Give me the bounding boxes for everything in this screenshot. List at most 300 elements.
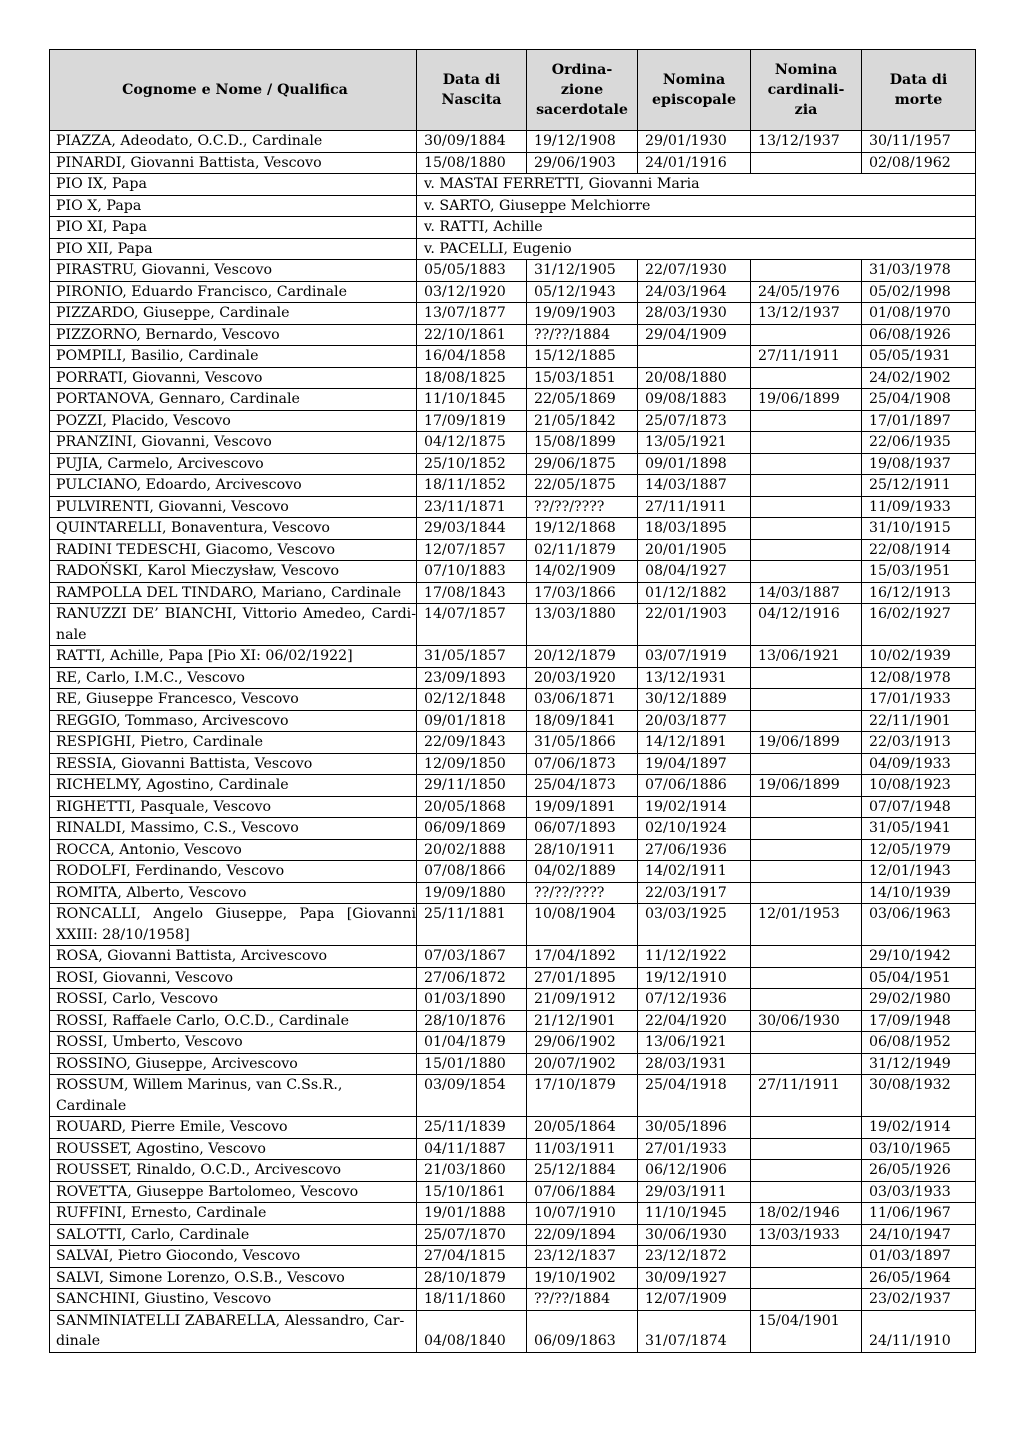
cell-death: 10/08/1923 [862,775,976,797]
cell-name: SALVI, Simone Lorenzo, O.S.B., Vescovo [50,1267,417,1289]
cell-name: PIZZORNO, Bernardo, Vescovo [50,324,417,346]
cell-ordination: 29/06/1902 [527,1032,638,1054]
table-row [50,1203,976,1225]
cell-birth: 15/08/1880 [417,152,527,174]
table-row [50,904,976,946]
cell-episcopal: 28/03/1931 [638,1053,751,1075]
header-cardinal: Nomina cardinali- zia [751,50,862,131]
cell-death: 11/09/1933 [862,496,976,518]
cell-death: 16/12/1913 [862,582,976,604]
table-row [50,303,976,325]
cell-birth: 11/10/1845 [417,389,527,411]
table-row [50,753,976,775]
cell-name: RESPIGHI, Pietro, Cardinale [50,732,417,754]
cell-birth: 27/06/1872 [417,967,527,989]
cell-birth: 17/08/1843 [417,582,527,604]
table-row [50,667,976,689]
cell-birth: 01/04/1879 [417,1032,527,1054]
cell-birth: 20/05/1868 [417,796,527,818]
cell-death: 30/11/1957 [862,131,976,153]
cell-episcopal: 27/06/1936 [638,839,751,861]
cell-episcopal: 22/07/1930 [638,260,751,282]
table-row [50,453,976,475]
cell-cardinal [751,324,862,346]
cell-cardinal [751,946,862,968]
cell-cardinal [751,561,862,583]
cell-name: RE, Carlo, I.M.C., Vescovo [50,667,417,689]
cell-death: 30/08/1932 [862,1075,976,1117]
table-row [50,195,976,217]
cell-birth: 07/10/1883 [417,561,527,583]
cell-ordination: 19/09/1891 [527,796,638,818]
cell-name: ROSA, Giovanni Battista, Arcivescovo [50,946,417,968]
cell-birth: 20/02/1888 [417,839,527,861]
cell-death: 24/02/1902 [862,367,976,389]
header-ordination: Ordina- zione sacerdotale [527,50,638,131]
cell-episcopal: 09/01/1898 [638,453,751,475]
cell-episcopal: 07/12/1936 [638,989,751,1011]
cell-episcopal: 22/01/1903 [638,604,751,646]
cell-ordination: 19/10/1902 [527,1267,638,1289]
cell-death: 04/09/1933 [862,753,976,775]
cell-death: 01/08/1970 [862,303,976,325]
table-row [50,410,976,432]
cell-name [50,1310,417,1352]
table-row [50,389,976,411]
table-row [50,1246,976,1268]
table-row [50,131,976,153]
cell-ordination: 29/06/1903 [527,152,638,174]
table-row [50,561,976,583]
cell-ordination: 25/12/1884 [527,1160,638,1182]
cell-name: PIRASTRU, Giovanni, Vescovo [50,260,417,282]
cell-death: 26/05/1926 [862,1160,976,1182]
cell-birth: 12/09/1850 [417,753,527,775]
cell-ordination: 13/03/1880 [527,604,638,646]
cell-cardinal: 13/06/1921 [751,646,862,668]
cell-episcopal: 01/12/1882 [638,582,751,604]
cell-episcopal: 19/12/1910 [638,967,751,989]
cell-name-line: SANMINIATELLI ZABARELLA, Alessandro, Car- [56,1312,405,1329]
cell-birth: 18/08/1825 [417,367,527,389]
cell-cardinal [751,839,862,861]
cell-birth: 28/10/1879 [417,1267,527,1289]
table-row [50,1310,976,1352]
table-row [50,604,976,646]
cell-cardinal: 12/01/1953 [751,904,862,946]
table-row [50,839,976,861]
cell-cardinal [751,1138,862,1160]
cell-birth: 30/09/1884 [417,131,527,153]
table-row [50,260,976,282]
table-row [50,1160,976,1182]
cell-death: 25/12/1911 [862,475,976,497]
cell-birth: 09/01/1818 [417,710,527,732]
table-row [50,1032,976,1054]
cell-name: ROSSUM, Willem Marinus, van C.Ss.R., Cardinale [50,1075,417,1117]
cell-name: SANCHINI, Giustino, Vescovo [50,1289,417,1311]
cell-death: 22/11/1901 [862,710,976,732]
cell-death: 22/06/1935 [862,432,976,454]
cell-birth: 25/11/1881 [417,904,527,946]
cell-ordination: 06/07/1893 [527,818,638,840]
cell-cardinal: 30/06/1930 [751,1010,862,1032]
cell-death: 22/08/1914 [862,539,976,561]
cell-death: 05/04/1951 [862,967,976,989]
table-row [50,518,976,540]
cell-ordination: 25/04/1873 [527,775,638,797]
cell-cardinal [751,1289,862,1311]
cell-death: 03/06/1963 [862,904,976,946]
table-row [50,818,976,840]
cell-cardinal [751,1181,862,1203]
cell-cardinal [751,667,862,689]
cell-ordination: 17/04/1892 [527,946,638,968]
cell-birth: 17/09/1819 [417,410,527,432]
cell-episcopal: 25/04/1918 [638,1075,751,1117]
cell-birth: 27/04/1815 [417,1246,527,1268]
table-row [50,796,976,818]
cell-ordination: 19/09/1903 [527,303,638,325]
cell-ordination: 22/05/1875 [527,475,638,497]
cell-episcopal: 11/10/1945 [638,1203,751,1225]
cell-cardinal: 27/11/1911 [751,346,862,368]
cell-cardinal: 19/06/1899 [751,389,862,411]
table-row [50,946,976,968]
cell-death: 10/02/1939 [862,646,976,668]
cell-episcopal: 28/03/1930 [638,303,751,325]
cell-cardinal: 13/12/1937 [751,131,862,153]
cell-name: RATTI, Achille, Papa [Pio XI: 06/02/1922] [50,646,417,668]
cell-birth: 29/11/1850 [417,775,527,797]
cell-cardinal: 14/03/1887 [751,582,862,604]
cell-name: RIGHETTI, Pasquale, Vescovo [50,796,417,818]
cell-birth: 25/10/1852 [417,453,527,475]
cell-episcopal: 06/12/1906 [638,1160,751,1182]
cell-death: 31/10/1915 [862,518,976,540]
cell-cardinal [751,539,862,561]
cell-cardinal [751,1032,862,1054]
cell-name-line: dinale [56,1333,101,1349]
table-row [50,582,976,604]
table-row [50,1010,976,1032]
cell-birth: 13/07/1877 [417,303,527,325]
cell-name: ROUSSET, Agostino, Vescovo [50,1138,417,1160]
table-row [50,1289,976,1311]
cell-name: RICHELMY, Agostino, Cardinale [50,775,417,797]
cell-name: ROMITA, Alberto, Vescovo [50,882,417,904]
cell-episcopal: 19/02/1914 [638,796,751,818]
cell-episcopal: 03/03/1925 [638,904,751,946]
cell-cardinal: 27/11/1911 [751,1075,862,1117]
cell-episcopal: 11/12/1922 [638,946,751,968]
cell-death: 17/09/1948 [862,1010,976,1032]
table-row [50,882,976,904]
cell-cardinal [751,410,862,432]
cell-name: PINARDI, Giovanni Battista, Vescovo [50,152,417,174]
cell-episcopal: 30/05/1896 [638,1117,751,1139]
cell-death: 22/03/1913 [862,732,976,754]
cell-cardinal [751,260,862,282]
cell-cardinal: 19/06/1899 [751,775,862,797]
cell-cardinal: 19/06/1899 [751,732,862,754]
cell-cardinal [751,989,862,1011]
cell-name: QUINTARELLI, Bonaventura, Vescovo [50,518,417,540]
table-row [50,710,976,732]
cell-birth: 18/11/1852 [417,475,527,497]
cell-ordination: ??/??/1884 [527,324,638,346]
cell-death: 16/02/1927 [862,604,976,646]
cell-ordination: 15/03/1851 [527,367,638,389]
cell-ordination: 22/05/1869 [527,389,638,411]
cell-death: 06/08/1926 [862,324,976,346]
cell-birth: 02/12/1848 [417,689,527,711]
cell-episcopal: 14/12/1891 [638,732,751,754]
cell-episcopal: 22/04/1920 [638,1010,751,1032]
cell-ordination: 20/03/1920 [527,667,638,689]
cell-ordination: 15/12/1885 [527,346,638,368]
cell-cardinal [751,753,862,775]
cell-death: 31/03/1978 [862,260,976,282]
cell-episcopal: 20/01/1905 [638,539,751,561]
cell-ordination: 07/06/1873 [527,753,638,775]
cell-birth: 07/03/1867 [417,946,527,968]
cell-episcopal: 02/10/1924 [638,818,751,840]
cell-death: 03/10/1965 [862,1138,976,1160]
cell-name: SALOTTI, Carlo, Cardinale [50,1224,417,1246]
cell-ordination: 05/12/1943 [527,281,638,303]
cell-cardinal [751,367,862,389]
cell-name: PUJIA, Carmelo, Arcivescovo [50,453,417,475]
cell-cardinal [751,1053,862,1075]
cell-birth: 04/12/1875 [417,432,527,454]
cell-death: 12/05/1979 [862,839,976,861]
cell-cardinal: 15/04/1901 [751,1310,862,1352]
cell-birth: 23/11/1871 [417,496,527,518]
cell-ordination: 21/09/1912 [527,989,638,1011]
cell-ordination: 10/07/1910 [527,1203,638,1225]
cell-ordination: 11/03/1911 [527,1138,638,1160]
cell-name: RODOLFI, Ferdinando, Vescovo [50,861,417,883]
cell-death: 14/10/1939 [862,882,976,904]
cell-name: PIZZARDO, Giuseppe, Cardinale [50,303,417,325]
table-row [50,324,976,346]
cell-birth: 01/03/1890 [417,989,527,1011]
cell-birth: 22/09/1843 [417,732,527,754]
cell-cardinal [751,818,862,840]
header-row [50,50,976,131]
table-row [50,775,976,797]
cell-cross-reference: v. PACELLI, Eugenio [417,238,976,260]
cell-birth: 14/07/1857 [417,604,527,646]
cell-episcopal: 20/08/1880 [638,367,751,389]
cell-cardinal [751,453,862,475]
header-episcopal: Nomina episcopale [638,50,751,131]
cell-name: ROSSI, Raffaele Carlo, O.C.D., Cardinale [50,1010,417,1032]
cell-birth: 21/03/1860 [417,1160,527,1182]
cell-ordination: 02/11/1879 [527,539,638,561]
cell-ordination: 03/06/1871 [527,689,638,711]
cell-death: 24/11/1910 [862,1310,976,1352]
cell-name: PORRATI, Giovanni, Vescovo [50,367,417,389]
cell-episcopal: 29/01/1930 [638,131,751,153]
cell-birth: 15/01/1880 [417,1053,527,1075]
cell-name: RUFFINI, Ernesto, Cardinale [50,1203,417,1225]
cell-birth: 05/05/1883 [417,260,527,282]
cell-name: ROSSINO, Giuseppe, Arcivescovo [50,1053,417,1075]
cell-death: 12/01/1943 [862,861,976,883]
cell-ordination: 23/12/1837 [527,1246,638,1268]
clergy-table [49,49,976,1353]
cell-ordination: 29/06/1875 [527,453,638,475]
cell-episcopal: 29/03/1911 [638,1181,751,1203]
cell-name: PIAZZA, Adeodato, O.C.D., Cardinale [50,131,417,153]
cell-ordination: 28/10/1911 [527,839,638,861]
cell-episcopal: 27/01/1933 [638,1138,751,1160]
cell-cardinal: 13/03/1933 [751,1224,862,1246]
cell-name: PIO XII, Papa [50,238,417,260]
cell-ordination: 31/12/1905 [527,260,638,282]
cell-cardinal [751,967,862,989]
table-row [50,732,976,754]
cell-name: RANUZZI DE’ BIANCHI, Vittorio Amedeo, Cardi-nale [50,604,417,646]
cell-name: ROSI, Giovanni, Vescovo [50,967,417,989]
cell-ordination: 20/07/1902 [527,1053,638,1075]
cell-birth: 29/03/1844 [417,518,527,540]
cell-cardinal [751,1117,862,1139]
cell-death: 07/07/1948 [862,796,976,818]
cell-ordination: 20/05/1864 [527,1117,638,1139]
cell-ordination: 19/12/1868 [527,518,638,540]
cell-birth: 12/07/1857 [417,539,527,561]
cell-name: ROUARD, Pierre Emile, Vescovo [50,1117,417,1139]
table-row [50,152,976,174]
cell-name: POMPILI, Basilio, Cardinale [50,346,417,368]
cell-cardinal: 04/12/1916 [751,604,862,646]
cell-name: PIO IX, Papa [50,174,417,196]
cell-cardinal [751,1160,862,1182]
cell-episcopal: 20/03/1877 [638,710,751,732]
cell-death: 11/06/1967 [862,1203,976,1225]
cell-episcopal: 22/03/1917 [638,882,751,904]
cell-ordination: ??/??/???? [527,496,638,518]
cell-birth: 19/01/1888 [417,1203,527,1225]
cell-cardinal: 24/05/1976 [751,281,862,303]
cell-death: 02/08/1962 [862,152,976,174]
header-name: Cognome e Nome / Qualifica [50,50,417,131]
cell-death: 23/02/1937 [862,1289,976,1311]
table-row [50,174,976,196]
cell-ordination: 21/12/1901 [527,1010,638,1032]
cell-ordination: 15/08/1899 [527,432,638,454]
cell-death: 19/08/1937 [862,453,976,475]
cell-death: 03/03/1933 [862,1181,976,1203]
cell-birth: 28/10/1876 [417,1010,527,1032]
cell-name: POZZI, Placido, Vescovo [50,410,417,432]
cell-episcopal: 30/12/1889 [638,689,751,711]
cell-episcopal: 23/12/1872 [638,1246,751,1268]
cell-death: 17/01/1897 [862,410,976,432]
cell-death: 25/04/1908 [862,389,976,411]
cell-cardinal [751,475,862,497]
cell-name: ROVETTA, Giuseppe Bartolomeo, Vescovo [50,1181,417,1203]
cell-episcopal [638,346,751,368]
cell-death: 01/03/1897 [862,1246,976,1268]
cell-ordination: 04/02/1889 [527,861,638,883]
cell-name: RONCALLI, Angelo Giuseppe, Papa [Giovanni XXIII: 28/10/1958] [50,904,417,946]
cell-cardinal [751,882,862,904]
table-row [50,1075,976,1117]
cell-birth: 07/08/1866 [417,861,527,883]
cell-cross-reference: v. MASTAI FERRETTI, Giovanni Maria [417,174,976,196]
cell-cardinal [751,518,862,540]
cell-birth: 25/11/1839 [417,1117,527,1139]
cell-episcopal: 30/06/1930 [638,1224,751,1246]
cell-ordination: 17/10/1879 [527,1075,638,1117]
cell-episcopal: 27/11/1911 [638,496,751,518]
cell-episcopal: 25/07/1873 [638,410,751,432]
cell-ordination: ??/??/1884 [527,1289,638,1311]
cell-name: PORTANOVA, Gennaro, Cardinale [50,389,417,411]
cell-name: RINALDI, Massimo, C.S., Vescovo [50,818,417,840]
cell-birth: 19/09/1880 [417,882,527,904]
table-row [50,1053,976,1075]
cell-ordination: ??/??/???? [527,882,638,904]
cell-birth: 25/07/1870 [417,1224,527,1246]
cell-death: 31/05/1941 [862,818,976,840]
cell-birth: 03/12/1920 [417,281,527,303]
cell-cardinal: 18/02/1946 [751,1203,862,1225]
cell-ordination: 19/12/1908 [527,131,638,153]
cell-name: PULVIRENTI, Giovanni, Vescovo [50,496,417,518]
cell-birth: 23/09/1893 [417,667,527,689]
cell-episcopal: 08/04/1927 [638,561,751,583]
cell-name: SALVAI, Pietro Giocondo, Vescovo [50,1246,417,1268]
cell-birth: 22/10/1861 [417,324,527,346]
cell-death: 05/05/1931 [862,346,976,368]
header-death: Data di morte [862,50,976,131]
cell-episcopal: 14/03/1887 [638,475,751,497]
cell-ordination: 31/05/1866 [527,732,638,754]
cell-birth: 15/10/1861 [417,1181,527,1203]
cell-cross-reference: v. SARTO, Giuseppe Melchiorre [417,195,976,217]
cell-death: 06/08/1952 [862,1032,976,1054]
table-row [50,689,976,711]
cell-birth: 18/11/1860 [417,1289,527,1311]
table-row [50,217,976,239]
cell-ordination: 10/08/1904 [527,904,638,946]
cell-name: RAMPOLLA DEL TINDARO, Mariano, Cardinale [50,582,417,604]
table-row [50,861,976,883]
cell-death: 24/10/1947 [862,1224,976,1246]
cell-name: PIRONIO, Eduardo Francisco, Cardinale [50,281,417,303]
table-row [50,475,976,497]
cell-death: 19/02/1914 [862,1117,976,1139]
cell-cardinal [751,710,862,732]
cell-name: RE, Giuseppe Francesco, Vescovo [50,689,417,711]
cell-ordination: 20/12/1879 [527,646,638,668]
table-row [50,496,976,518]
cell-episcopal: 14/02/1911 [638,861,751,883]
cell-episcopal: 24/03/1964 [638,281,751,303]
cell-episcopal: 29/04/1909 [638,324,751,346]
cell-death: 15/03/1951 [862,561,976,583]
cell-death: 26/05/1964 [862,1267,976,1289]
table-row [50,281,976,303]
cell-episcopal: 30/09/1927 [638,1267,751,1289]
cell-name: ROUSSET, Rinaldo, O.C.D., Arcivescovo [50,1160,417,1182]
table-row [50,1267,976,1289]
